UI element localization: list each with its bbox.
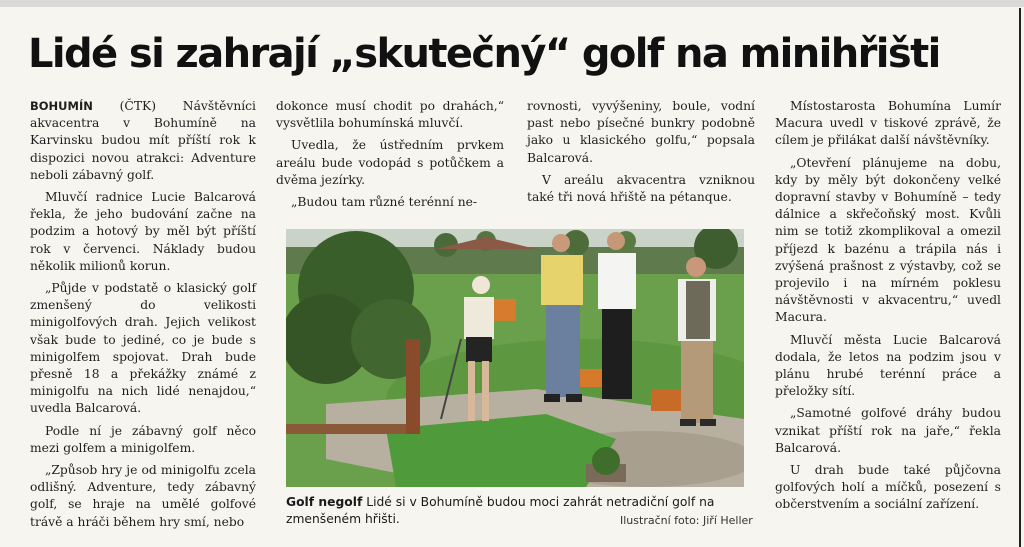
- article-photo: [286, 229, 744, 487]
- paragraph: „Půjde v podstatě o klasický golf zmenšený do velikosti minigolfových drah. Jejich velikost však bude to jediné, co je bude s minigolfem spojovat. Drah bude přesně 18 a překážky známé z minigolfu na nich lidé nenajdou,“ uvedla Balcarová.: [30, 281, 256, 416]
- paragraph: „Samotné golfové dráhy budou vznikat příští rok na jaře,“ řekla Balcarová.: [775, 406, 1001, 455]
- paragraph: Mluvčí radnice Lucie Balcarová řekla, že jeho budování začne na podzim a hotový by měl být příští rok v červenci. Náklady budou několik milionů korun.: [30, 190, 256, 273]
- article-column-2: [276, 98, 504, 211]
- minigolf-photo-illustration: [286, 229, 744, 487]
- caption-title: Golf negolf: [286, 495, 363, 509]
- paragraph-lead: [30, 98, 256, 184]
- top-rule: [0, 0, 1024, 7]
- paragraph: „Budou tam různé terénní ne-: [291, 195, 478, 210]
- lead-text: (ČTK) Návštěvníci akvacentra v Bohumíně na Karvinsku budou mít příští rok k dispozici novou atrakci: Adventure neboli zábavný golf.: [30, 99, 256, 182]
- paragraph: Uvedla, že ústředním prvkem areálu bude vodopád s potůčkem a dvěma jezírky.: [276, 138, 504, 187]
- article-headline: Lidé si zahrají „skutečný“ golf na minihřišti: [28, 31, 940, 77]
- paragraph: Podle ní je zábavný golf něco mezi golfem a minigolfem.: [30, 423, 256, 455]
- photo-credit: Ilustrační foto: Jiří Heller: [620, 514, 753, 527]
- paragraph: Mluvčí města Lucie Balcarová dodala, že letos na podzim jsou v plánu hrubé terénní práce a přeložky sítí.: [775, 332, 1001, 399]
- paragraph: V areálu akvacentra vzniknou také tři nová hřiště na pétanque.: [527, 172, 755, 205]
- article-column-3: [527, 98, 755, 206]
- paragraph: U drah bude také půjčovna golfových holí a míčků, posezení s občerstvením a sociální zařízení.: [775, 463, 1001, 512]
- article-column-1: [30, 98, 256, 531]
- article-column-4: [775, 98, 1001, 514]
- caption-text: Lidé si v Bohumíně budou moci zahrát netradiční golf na zmenšeném hřišti.: [286, 495, 715, 526]
- dateline: BOHUMÍN: [30, 99, 93, 113]
- paragraph: „Způsob hry je od minigolfu zcela odlišný. Adventure, tedy zábavný golf, se hraje na umělé golfové trávě a hráči během hry smí, nebo: [30, 463, 256, 529]
- paragraph: Místostarosta Bohumína Lumír Macura uvedl v tiskové zprávě, že cílem je přilákat další návštěvníky.: [775, 99, 1001, 148]
- paragraph: „Otevření plánujeme na dobu, kdy by měly být dokončeny velké dopravní stavby v Bohumíně – tedy dálnice a skřečoňský most. Kvůli nim se totiž zkomplikoval a omezil příjezd k bazénu a trápila nás i zvýšená prašnost z výstavby, což se projevilo i na mírném poklesu návštěvnosti v akvacentru,“ uvedl Macura.: [775, 155, 1001, 325]
- right-edge-rule: [1019, 8, 1021, 547]
- paragraph: dokonce musí chodit po drahách,“ vysvětlila bohumínská mluvčí.: [276, 99, 504, 131]
- paragraph: rovnosti, vyvýšeniny, boule, vodní past nebo písečné bunkry podobně jako u klasického golfu,“ popsala Balcarová.: [527, 99, 755, 165]
